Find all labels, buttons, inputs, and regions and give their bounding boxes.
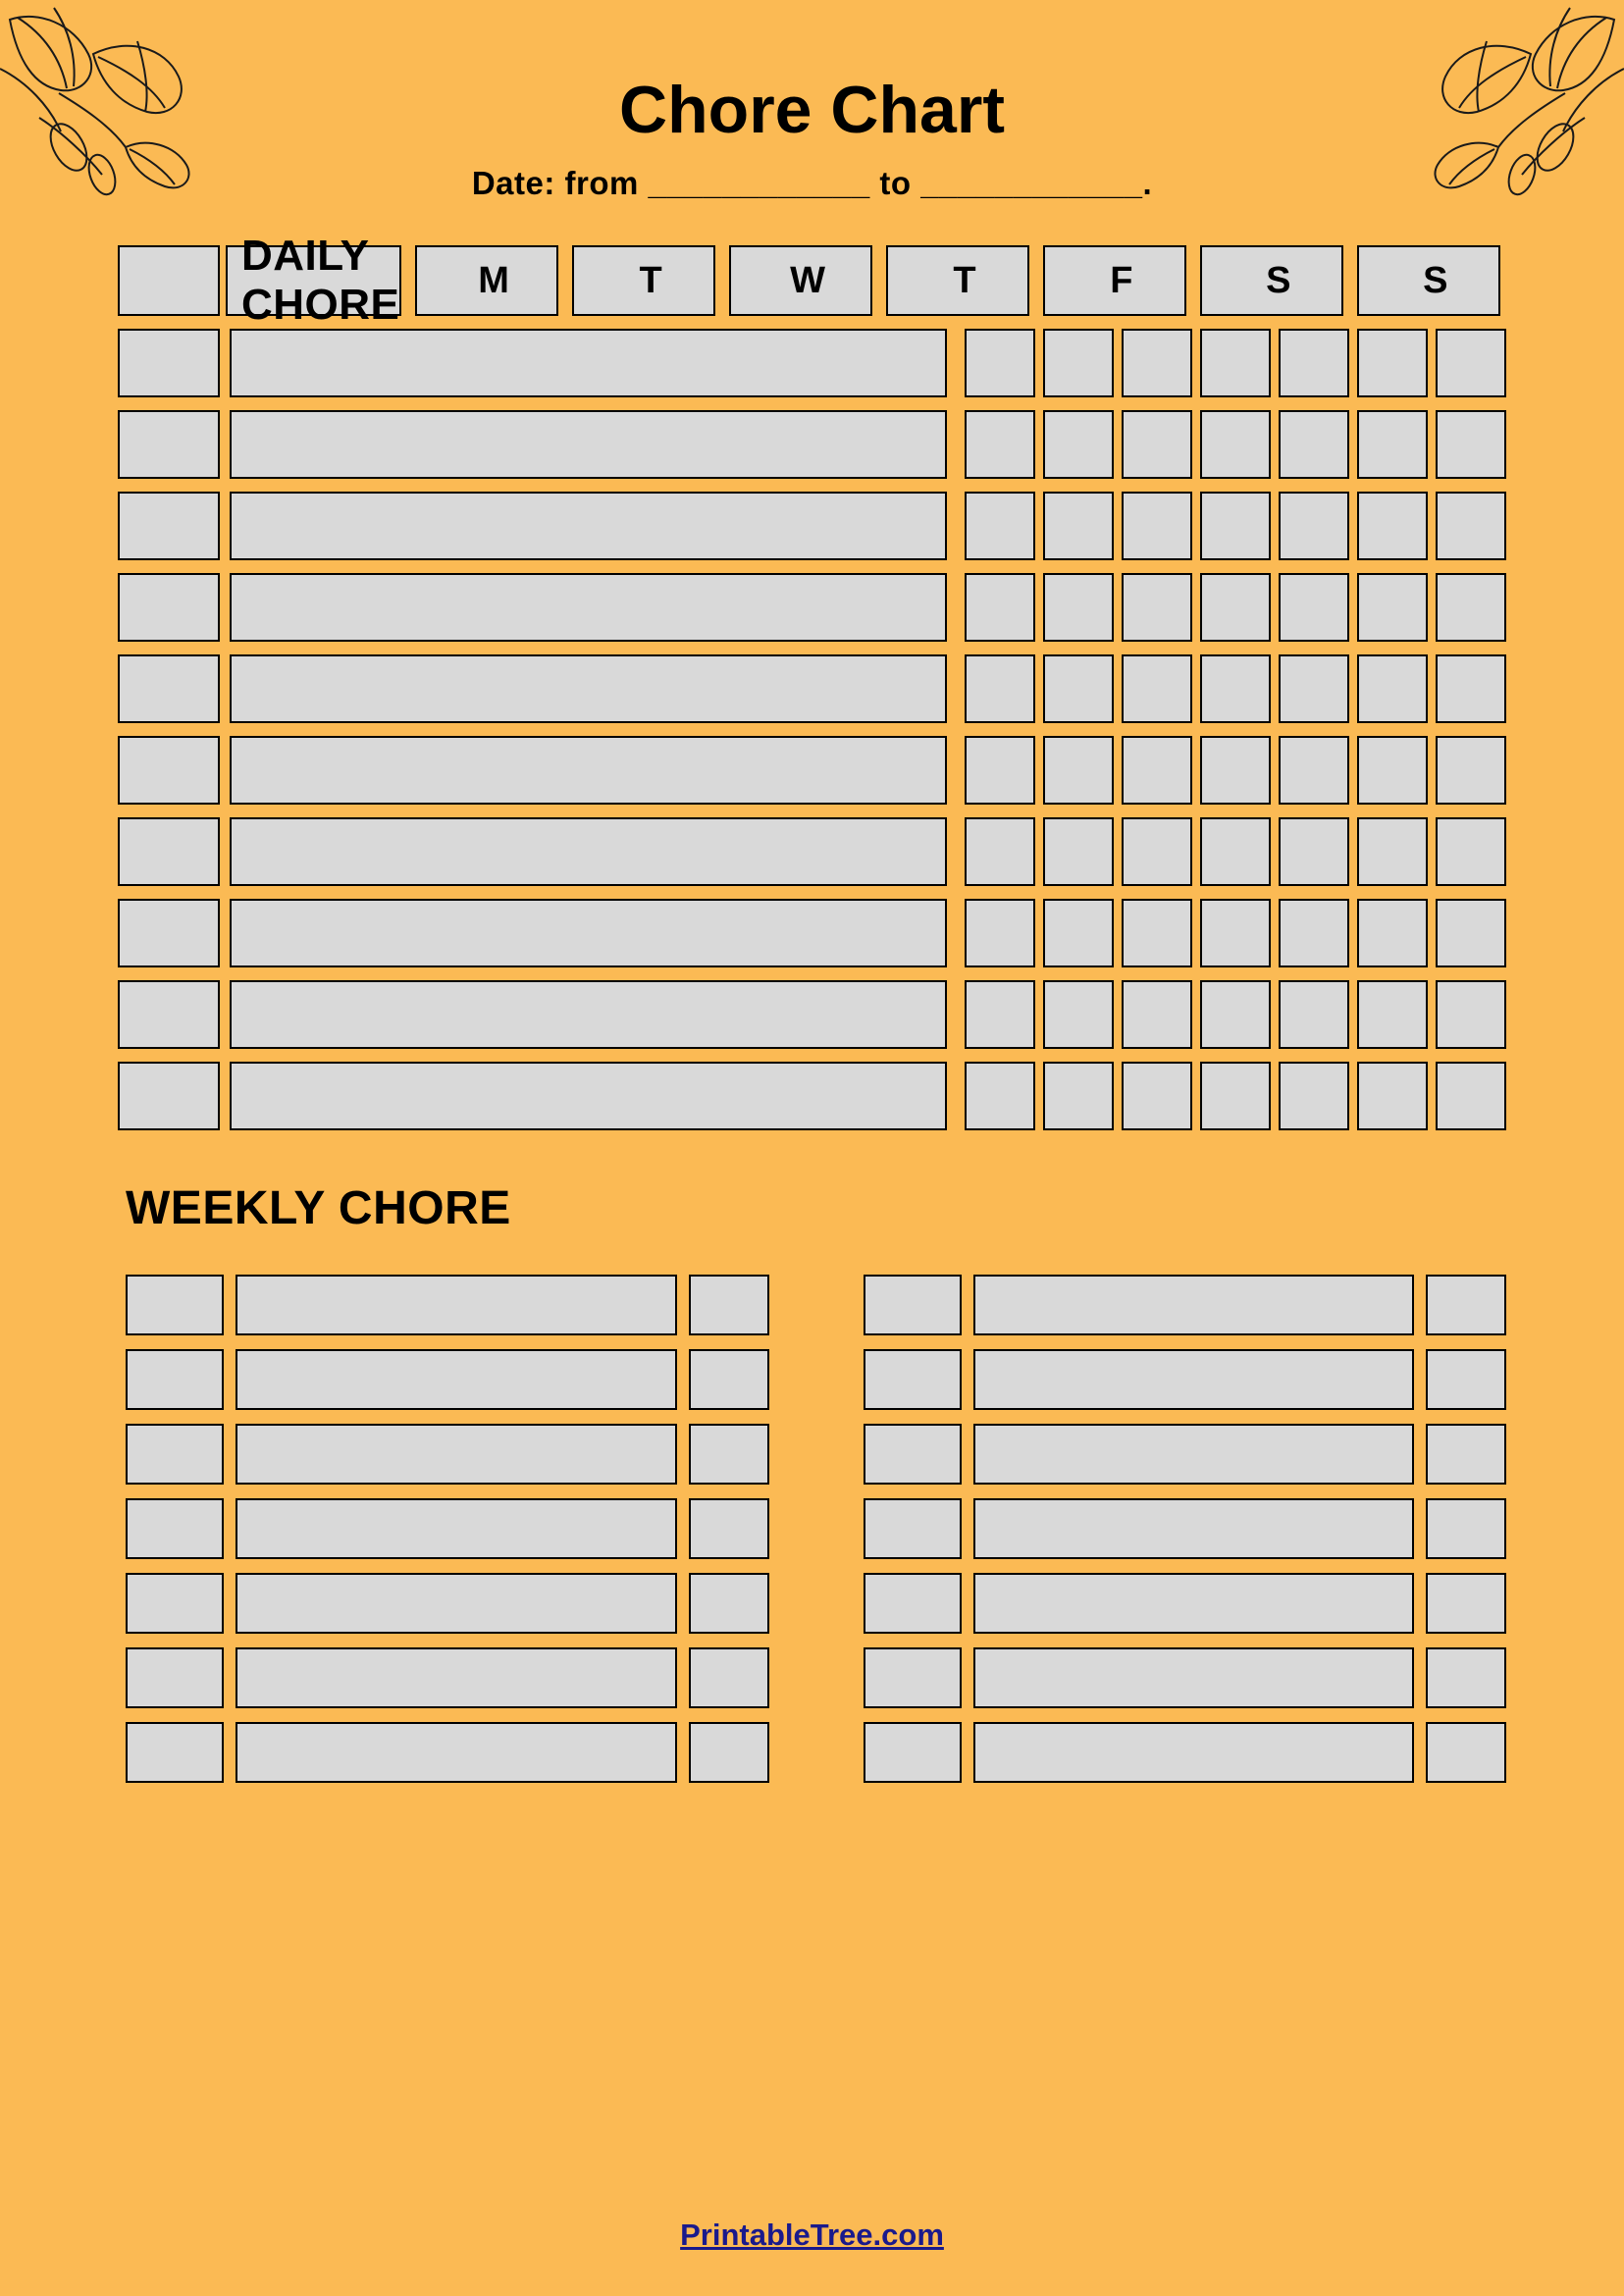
daily-row-check-box[interactable] — [118, 492, 220, 560]
daily-day-check-box[interactable] — [965, 573, 1035, 642]
daily-rows — [118, 329, 1506, 1130]
daily-day-check-box[interactable] — [1279, 654, 1349, 723]
daily-chore-table — [118, 232, 1506, 1130]
daily-row-check-box[interactable] — [118, 736, 220, 805]
weekly-chore-row — [126, 1349, 769, 1410]
daily-chore-row — [118, 329, 1506, 397]
daily-day-check-box[interactable] — [965, 817, 1035, 886]
date-range-line: Date: from ____________ to ____________. — [471, 165, 1153, 201]
weekly-chore-input[interactable] — [973, 1647, 1415, 1708]
daily-chore-row — [118, 492, 1506, 560]
day-header-t2: T — [886, 245, 1029, 316]
daily-day-check-box[interactable] — [1043, 1062, 1114, 1130]
daily-day-check-box[interactable] — [1436, 980, 1506, 1049]
daily-day-check-box[interactable] — [1436, 329, 1506, 397]
daily-day-check-box[interactable] — [965, 1062, 1035, 1130]
weekly-chore-row — [864, 1349, 1507, 1410]
weekly-row-done-box[interactable] — [689, 1349, 769, 1410]
daily-day-check-box[interactable] — [1436, 736, 1506, 805]
weekly-chore-row — [126, 1647, 769, 1708]
daily-day-check-box[interactable] — [965, 736, 1035, 805]
daily-day-check-box[interactable] — [1436, 410, 1506, 479]
weekly-chore-input[interactable] — [973, 1573, 1415, 1634]
daily-day-check-box[interactable] — [965, 329, 1035, 397]
weekly-row-check-box[interactable] — [126, 1573, 224, 1634]
daily-day-check-box[interactable] — [1122, 817, 1192, 886]
weekly-chore-row — [126, 1498, 769, 1559]
weekly-row-check-box[interactable] — [126, 1349, 224, 1410]
daily-chore-row — [118, 573, 1506, 642]
daily-row-check-box[interactable] — [118, 654, 220, 723]
weekly-chore-row — [864, 1722, 1507, 1783]
daily-day-check-box[interactable] — [1357, 736, 1428, 805]
daily-day-check-box[interactable] — [965, 654, 1035, 723]
daily-day-check-box[interactable] — [1279, 492, 1349, 560]
daily-day-check-box[interactable] — [1122, 736, 1192, 805]
daily-section-label: DAILY CHORE — [226, 245, 401, 316]
weekly-row-check-box[interactable] — [864, 1349, 962, 1410]
weekly-row-done-box[interactable] — [1426, 1573, 1506, 1634]
weekly-left-column — [126, 1275, 769, 1797]
daily-chore-row — [118, 410, 1506, 479]
daily-row-check-box[interactable] — [118, 1062, 220, 1130]
daily-day-check-box[interactable] — [1436, 1062, 1506, 1130]
daily-row-check-box[interactable] — [118, 899, 220, 967]
weekly-chore-row — [864, 1498, 1507, 1559]
weekly-chore-row — [864, 1573, 1507, 1634]
weekly-chore-table — [126, 1275, 1506, 1797]
weekly-chore-row — [126, 1722, 769, 1783]
daily-header-check-cell — [118, 245, 220, 316]
daily-day-check-box[interactable] — [1357, 817, 1428, 886]
day-header-t1: T — [572, 245, 715, 316]
daily-chore-input[interactable] — [230, 573, 947, 642]
daily-day-check-box[interactable] — [1279, 899, 1349, 967]
daily-day-check-box[interactable] — [1200, 1062, 1271, 1130]
daily-day-check-box[interactable] — [1122, 1062, 1192, 1130]
daily-day-check-box[interactable] — [1043, 573, 1114, 642]
daily-chore-input[interactable] — [230, 410, 947, 479]
page-title: Chore Chart — [619, 73, 1005, 147]
daily-day-check-box[interactable] — [1436, 899, 1506, 967]
page-footer — [0, 2218, 1624, 2253]
weekly-chore-input[interactable] — [236, 1275, 677, 1335]
daily-day-check-box[interactable] — [1279, 329, 1349, 397]
weekly-chore-row — [864, 1647, 1507, 1708]
daily-day-check-box[interactable] — [1122, 329, 1192, 397]
weekly-row-done-box[interactable] — [1426, 1647, 1506, 1708]
daily-day-check-box[interactable] — [1436, 817, 1506, 886]
daily-day-check-box[interactable] — [1436, 492, 1506, 560]
daily-chore-input[interactable] — [230, 654, 947, 723]
weekly-row-done-box[interactable] — [689, 1275, 769, 1335]
weekly-row-check-box[interactable] — [864, 1424, 962, 1485]
daily-chore-input[interactable] — [230, 329, 947, 397]
daily-chore-row — [118, 817, 1506, 886]
daily-day-check-box[interactable] — [1279, 736, 1349, 805]
printabletree-link[interactable]: PrintableTree.com — [680, 2218, 944, 2252]
daily-day-check-box[interactable] — [1279, 573, 1349, 642]
daily-row-check-box[interactable] — [118, 817, 220, 886]
daily-chore-input[interactable] — [230, 492, 947, 560]
daily-day-check-box[interactable] — [1279, 1062, 1349, 1130]
weekly-row-done-box[interactable] — [689, 1498, 769, 1559]
daily-day-check-box[interactable] — [1200, 654, 1271, 723]
daily-day-check-box[interactable] — [1279, 817, 1349, 886]
daily-day-check-box[interactable] — [1043, 899, 1114, 967]
daily-chore-input[interactable] — [230, 899, 947, 967]
weekly-chore-input[interactable] — [973, 1349, 1415, 1410]
weekly-chore-input[interactable] — [236, 1647, 677, 1708]
day-header-w: W — [729, 245, 872, 316]
day-header-s2: S — [1357, 245, 1500, 316]
day-header-f: F — [1043, 245, 1186, 316]
daily-day-check-box[interactable] — [1279, 410, 1349, 479]
daily-day-check-box[interactable] — [1357, 329, 1428, 397]
daily-day-check-box[interactable] — [1043, 410, 1114, 479]
day-header-m: M — [415, 245, 558, 316]
weekly-row-check-box[interactable] — [126, 1498, 224, 1559]
daily-day-check-box[interactable] — [1357, 492, 1428, 560]
weekly-chore-input[interactable] — [236, 1424, 677, 1485]
daily-chore-row — [118, 736, 1506, 805]
daily-day-check-box[interactable] — [1436, 654, 1506, 723]
daily-day-check-box[interactable] — [1357, 899, 1428, 967]
weekly-row-done-box[interactable] — [689, 1647, 769, 1708]
daily-day-check-box[interactable] — [965, 410, 1035, 479]
weekly-row-check-box[interactable] — [864, 1647, 962, 1708]
daily-row-check-box[interactable] — [118, 980, 220, 1049]
daily-chore-row — [118, 1062, 1506, 1130]
daily-day-check-box[interactable] — [1357, 654, 1428, 723]
daily-day-check-box[interactable] — [1200, 329, 1271, 397]
daily-day-check-box[interactable] — [1357, 573, 1428, 642]
weekly-row-done-box[interactable] — [1426, 1349, 1506, 1410]
daily-chore-row — [118, 980, 1506, 1049]
weekly-row-check-box[interactable] — [864, 1722, 962, 1783]
weekly-row-check-box[interactable] — [864, 1275, 962, 1335]
weekly-section-label: WEEKLY CHORE — [126, 1182, 511, 1234]
daily-day-check-box[interactable] — [1200, 980, 1271, 1049]
daily-chore-input[interactable] — [230, 980, 947, 1049]
daily-day-check-box[interactable] — [1200, 492, 1271, 560]
daily-row-check-box[interactable] — [118, 329, 220, 397]
page-header — [0, 0, 1624, 202]
daily-day-check-box[interactable] — [1357, 410, 1428, 479]
weekly-chore-input[interactable] — [236, 1573, 677, 1634]
weekly-row-done-box[interactable] — [689, 1722, 769, 1783]
daily-day-check-box[interactable] — [1122, 899, 1192, 967]
weekly-chore-input[interactable] — [236, 1722, 677, 1783]
weekly-chore-row — [864, 1275, 1507, 1335]
daily-day-check-box[interactable] — [1043, 736, 1114, 805]
daily-day-check-box[interactable] — [1043, 654, 1114, 723]
weekly-row-done-box[interactable] — [1426, 1275, 1506, 1335]
daily-day-check-box[interactable] — [1043, 980, 1114, 1049]
weekly-row-check-box[interactable] — [864, 1498, 962, 1559]
daily-day-check-box[interactable] — [965, 980, 1035, 1049]
daily-row-check-box[interactable] — [118, 573, 220, 642]
weekly-chore-input[interactable] — [236, 1349, 677, 1410]
weekly-row-done-box[interactable] — [689, 1424, 769, 1485]
daily-day-check-box[interactable] — [1200, 736, 1271, 805]
daily-chore-row — [118, 654, 1506, 723]
daily-day-check-box[interactable] — [1122, 573, 1192, 642]
daily-day-check-box[interactable] — [965, 899, 1035, 967]
daily-row-check-box[interactable] — [118, 410, 220, 479]
daily-day-check-box[interactable] — [1043, 329, 1114, 397]
daily-day-check-box[interactable] — [1122, 492, 1192, 560]
daily-day-check-box[interactable] — [965, 492, 1035, 560]
weekly-row-done-box[interactable] — [1426, 1424, 1506, 1485]
daily-day-check-box[interactable] — [1200, 899, 1271, 967]
daily-day-check-box[interactable] — [1122, 980, 1192, 1049]
daily-day-check-box[interactable] — [1122, 654, 1192, 723]
weekly-row-check-box[interactable] — [864, 1573, 962, 1634]
weekly-row-done-box[interactable] — [1426, 1498, 1506, 1559]
weekly-chore-input[interactable] — [973, 1424, 1415, 1485]
weekly-chore-input[interactable] — [973, 1498, 1415, 1559]
daily-day-check-box[interactable] — [1200, 573, 1271, 642]
daily-day-check-box[interactable] — [1200, 410, 1271, 479]
weekly-chore-row — [864, 1424, 1507, 1485]
daily-day-check-box[interactable] — [1357, 980, 1428, 1049]
weekly-row-done-box[interactable] — [689, 1573, 769, 1634]
weekly-row-check-box[interactable] — [126, 1722, 224, 1783]
daily-day-check-box[interactable] — [1279, 980, 1349, 1049]
weekly-row-check-box[interactable] — [126, 1275, 224, 1335]
weekly-row-done-box[interactable] — [1426, 1722, 1506, 1783]
daily-day-check-box[interactable] — [1122, 410, 1192, 479]
weekly-chore-row — [126, 1424, 769, 1485]
daily-day-check-box[interactable] — [1357, 1062, 1428, 1130]
weekly-row-check-box[interactable] — [126, 1424, 224, 1485]
daily-day-check-box[interactable] — [1436, 573, 1506, 642]
day-header-s1: S — [1200, 245, 1343, 316]
daily-chore-input[interactable] — [230, 1062, 947, 1130]
daily-header-row — [118, 232, 1506, 329]
weekly-chore-input[interactable] — [236, 1498, 677, 1559]
daily-chore-input[interactable] — [230, 736, 947, 805]
weekly-chore-row — [126, 1275, 769, 1335]
daily-day-check-box[interactable] — [1200, 817, 1271, 886]
daily-day-check-box[interactable] — [1043, 817, 1114, 886]
weekly-row-check-box[interactable] — [126, 1647, 224, 1708]
daily-day-check-box[interactable] — [1043, 492, 1114, 560]
weekly-chore-input[interactable] — [973, 1275, 1415, 1335]
daily-chore-row — [118, 899, 1506, 967]
daily-chore-input[interactable] — [230, 817, 947, 886]
weekly-right-column — [864, 1275, 1507, 1797]
weekly-chore-row — [126, 1573, 769, 1634]
weekly-chore-input[interactable] — [973, 1722, 1415, 1783]
